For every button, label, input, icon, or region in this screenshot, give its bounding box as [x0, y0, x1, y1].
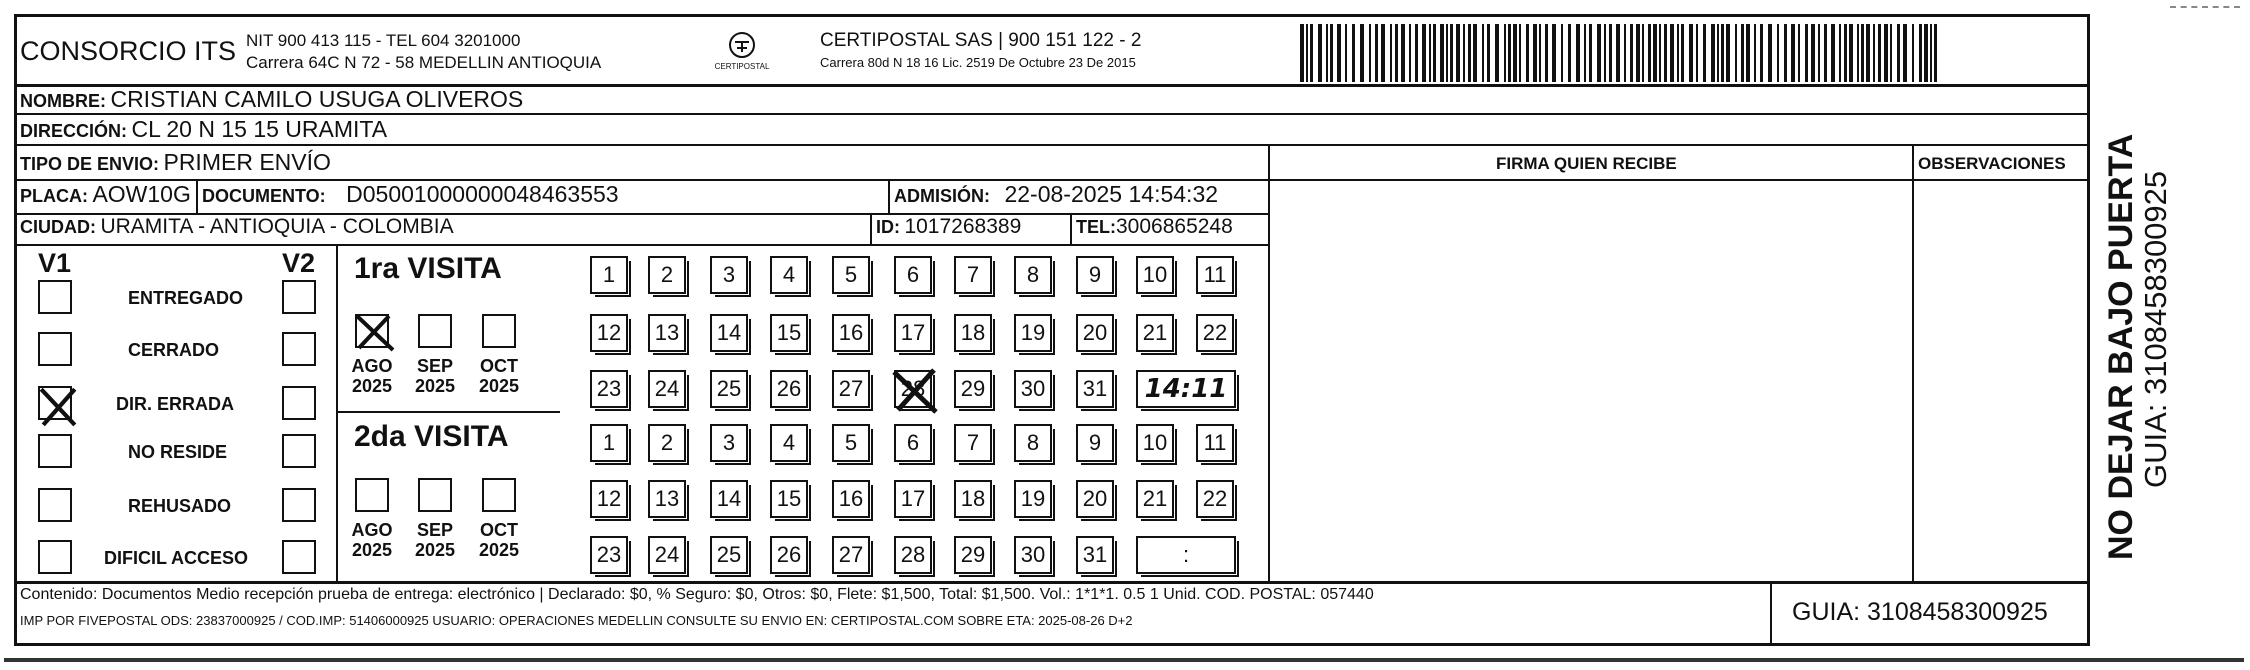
company-address: Carrera 64C N 72 - 58 MEDELLIN ANTIOQUIA	[246, 53, 602, 72]
v2-checkbox[interactable]	[282, 434, 316, 468]
day-box[interactable]: 9	[1076, 256, 1114, 294]
barcode-bar	[1568, 24, 1571, 82]
day-box[interactable]: 28	[894, 370, 932, 408]
day-box[interactable]: 9	[1076, 424, 1114, 462]
month-label: OCT 2025	[478, 356, 520, 396]
day-box[interactable]: 31	[1076, 536, 1114, 574]
impresion-line: IMP POR FIVEPOSTAL ODS: 23837000925 / COD.IMP: 51406000925 USUARIO: OPERACIONES MEDELLIN CONSULTE SU ENVIO EN: CERTIPOSTAL.COM SOBRE ETA: 2025-08-26 D+2	[20, 613, 1133, 628]
barcode-bar	[1696, 24, 1698, 82]
month-checkbox[interactable]	[482, 314, 516, 348]
cell-divider	[870, 213, 872, 244]
month-label: OCT 2025	[478, 520, 520, 560]
day-box[interactable]: 5	[832, 424, 870, 462]
no-dejar-warning: NO DEJAR BAJO PUERTA	[2102, 133, 2140, 560]
barcode-bar	[1849, 24, 1853, 82]
barcode-bar	[1545, 24, 1548, 82]
ciudad-value: URAMITA - ANTIOQUIA - COLOMBIA	[100, 215, 454, 238]
carrier-address: Carrera 80d N 18 16 Lic. 2519 De Octubre 23 De 2015	[820, 55, 1136, 70]
observaciones-header: OBSERVACIONES	[1918, 154, 2066, 173]
day-box[interactable]: 20	[1076, 480, 1114, 518]
day-box[interactable]: 18	[954, 480, 992, 518]
day-box[interactable]: 31	[1076, 370, 1114, 408]
barcode-bar	[1597, 24, 1601, 82]
day-box[interactable]: 11	[1196, 256, 1234, 294]
day-box[interactable]: 21	[1136, 480, 1174, 518]
day-box[interactable]: 8	[1014, 424, 1052, 462]
day-box[interactable]: 15	[770, 480, 808, 518]
direccion-field: DIRECCIÓN: CL 20 N 15 15 URAMITA	[20, 116, 388, 142]
barcode-bar	[1533, 24, 1537, 82]
day-box[interactable]: 8	[1014, 256, 1052, 294]
barcode-bar	[1508, 24, 1511, 82]
v2-checkbox[interactable]	[282, 488, 316, 522]
placa-field: PLACA: AOW10G	[20, 181, 191, 207]
tipo-envio-field: TIPO DE ENVIO: PRIMER ENVÍO	[20, 149, 331, 175]
day-box[interactable]: 6	[894, 256, 932, 294]
day-box[interactable]: 2	[648, 256, 686, 294]
day-box[interactable]: 16	[832, 314, 870, 352]
barcode-bar	[1381, 24, 1385, 82]
documento-field: DOCUMENTO: D05001000000048463553	[202, 181, 619, 207]
barcode-bar	[1604, 24, 1606, 82]
barcode-bar	[1539, 24, 1541, 82]
barcode-bar	[1624, 24, 1626, 82]
barcode-bar	[1360, 24, 1364, 82]
bottom-edge	[4, 658, 2244, 662]
barcode-bar	[1468, 24, 1471, 82]
barcode-bar	[1653, 24, 1657, 82]
month-checkbox[interactable]	[482, 478, 516, 512]
barcode-bar	[1711, 24, 1715, 82]
v1-header: V1	[38, 248, 72, 278]
tipo-envio-value: PRIMER ENVÍO	[163, 149, 331, 175]
barcode-bar	[1318, 24, 1322, 82]
barcode-bar	[1504, 24, 1506, 82]
nombre-value: CRISTIAN CAMILO USUGA OLIVEROS	[110, 86, 524, 112]
day-box[interactable]: 16	[832, 480, 870, 518]
day-box[interactable]: 5	[832, 256, 870, 294]
day-box[interactable]: 29	[954, 370, 992, 408]
v2-checkbox[interactable]	[282, 540, 316, 574]
day-box[interactable]: 3	[710, 424, 748, 462]
id-field: ID: 1017268389	[876, 215, 1022, 238]
day-box[interactable]: 29	[954, 536, 992, 574]
barcode-bar	[1934, 24, 1937, 82]
status-label: NO RESIDE	[128, 442, 228, 462]
status-label: CERRADO	[128, 340, 220, 360]
id-value: 1017268389	[904, 215, 1022, 238]
barcode-bar	[1495, 24, 1499, 82]
barcode-bar	[1369, 24, 1371, 82]
day-box[interactable]: 11	[1196, 424, 1234, 462]
barcode-bar	[1450, 24, 1453, 82]
barcode-bar	[1473, 24, 1477, 82]
v1-checkbox[interactable]	[38, 540, 72, 574]
barcode-bar	[1791, 24, 1795, 82]
barcode-bar	[1873, 24, 1875, 82]
guia-divider	[1770, 581, 1772, 646]
barcode-bar	[1805, 24, 1808, 82]
barcode-bar	[1609, 24, 1612, 82]
barcode-bar	[1310, 24, 1313, 82]
day-box[interactable]: 28	[894, 536, 932, 574]
barcode-bar	[1726, 24, 1730, 82]
day-box[interactable]: 13	[648, 480, 686, 518]
ciudad-field: CIUDAD: URAMITA - ANTIOQUIA - COLOMBIA	[20, 215, 454, 238]
barcode-bar	[1422, 24, 1426, 82]
month-label: SEP 2025	[414, 356, 456, 396]
barcode-bar	[1919, 24, 1922, 82]
barcode-bar	[1306, 24, 1308, 82]
day-box[interactable]: 18	[954, 314, 992, 352]
barcode-bar	[1721, 24, 1724, 82]
day-box[interactable]: 3	[710, 256, 748, 294]
v1-checkbox[interactable]	[38, 280, 72, 314]
company-name: CONSORCIO ITS	[20, 36, 237, 66]
status-label: DIFICIL ACCESO	[104, 548, 249, 568]
barcode-bar	[1395, 24, 1398, 82]
barcode-bar	[1754, 24, 1756, 82]
barcode-bar	[1811, 24, 1815, 82]
barcode-bar	[1903, 24, 1907, 82]
barcode-bar	[1768, 24, 1772, 82]
status-label: REHUSADO	[128, 496, 232, 516]
time-box[interactable]: :	[1136, 536, 1236, 574]
barcode-bar	[1576, 24, 1580, 82]
barcode-bar	[1798, 24, 1800, 82]
month-label: AGO 2025	[351, 356, 393, 396]
barcode-bar	[1616, 24, 1620, 82]
barcode-bar	[1831, 24, 1835, 82]
day-box[interactable]: 17	[894, 480, 932, 518]
day-box[interactable]: 6	[894, 424, 932, 462]
visit-divider	[336, 411, 560, 413]
month-label: SEP 2025	[414, 520, 456, 560]
tel-field: TEL:3006865248	[1076, 215, 1233, 238]
row-divider	[1268, 179, 2090, 181]
day-box[interactable]: 26	[770, 370, 808, 408]
barcode-bar	[1818, 24, 1820, 82]
day-box[interactable]: 17	[894, 314, 932, 352]
barcode-bar	[1446, 24, 1448, 82]
barcode-bar	[1526, 24, 1529, 82]
day-box[interactable]: 23	[590, 536, 628, 574]
barcode-bar	[1659, 24, 1661, 82]
cell-divider	[888, 179, 890, 213]
cell-divider	[1070, 213, 1072, 244]
day-box[interactable]: 2	[648, 424, 686, 462]
barcode-bar	[1519, 24, 1521, 82]
cell-divider	[196, 179, 198, 213]
barcode-bar	[1924, 24, 1928, 82]
v2-checkbox[interactable]	[282, 386, 316, 420]
barcode-bar	[1326, 24, 1328, 82]
barcode-bar	[1884, 24, 1888, 82]
barcode-bar	[1487, 24, 1490, 82]
barcode-bar	[1429, 24, 1431, 82]
barcode-bar	[1670, 24, 1674, 82]
day-box[interactable]: 30	[1014, 536, 1052, 574]
guia-number: GUIA: 3108458300925	[1792, 598, 2048, 626]
day-box[interactable]: 12	[590, 314, 628, 352]
barcode-bar	[1561, 24, 1563, 82]
day-box[interactable]: 27	[832, 370, 870, 408]
side-guia: GUIA: 3108458300925	[2138, 170, 2173, 488]
column-divider	[1268, 144, 1270, 581]
day-box[interactable]: 10	[1136, 256, 1174, 294]
tel-value: 3006865248	[1116, 215, 1233, 238]
time-box[interactable]: 14:11	[1136, 370, 1236, 408]
barcode-bar	[1866, 24, 1870, 82]
day-box[interactable]: 25	[710, 536, 748, 574]
placa-value: AOW10G	[92, 181, 191, 207]
month-checkbox[interactable]	[418, 314, 452, 348]
day-box[interactable]: 7	[954, 424, 992, 462]
day-box[interactable]: 14	[710, 314, 748, 352]
barcode-bar	[1433, 24, 1436, 82]
month-checkbox[interactable]	[355, 478, 389, 512]
footer-divider	[14, 581, 2090, 584]
barcode-bar	[1648, 24, 1651, 82]
day-box[interactable]: 26	[770, 536, 808, 574]
certipostal-logo: CERTIPOSTAL	[712, 28, 772, 74]
nombre-field: NOMBRE: CRISTIAN CAMILO USUGA OLIVEROS	[20, 86, 524, 112]
v1-checkbox[interactable]	[38, 488, 72, 522]
visit2-title: 2da VISITA	[354, 420, 509, 453]
barcode-bar	[1513, 24, 1517, 82]
day-box[interactable]: 19	[1014, 314, 1052, 352]
barcode-bar	[1482, 24, 1484, 82]
barcode-bar	[1589, 24, 1592, 82]
company-nit: NIT 900 413 115 - TEL 604 3201000	[246, 31, 521, 50]
documento-value: D05001000000048463553	[346, 181, 619, 207]
barcode-bar	[1630, 24, 1633, 82]
day-box[interactable]: 23	[590, 370, 628, 408]
day-box[interactable]: 12	[590, 480, 628, 518]
barcode-bar	[1890, 24, 1892, 82]
barcode-bar	[1746, 24, 1750, 82]
month-checkbox[interactable]	[355, 314, 389, 348]
barcode	[1300, 24, 1940, 82]
barcode-bar	[1390, 24, 1392, 82]
month-checkbox[interactable]	[418, 478, 452, 512]
day-box[interactable]: 1	[590, 424, 628, 462]
status-label: ENTREGADO	[128, 288, 244, 308]
day-box[interactable]: 15	[770, 314, 808, 352]
v1-checkbox[interactable]	[38, 434, 72, 468]
barcode-bar	[1664, 24, 1667, 82]
carrier-name: CERTIPOSTAL SAS | 900 151 122 - 2	[820, 30, 1142, 51]
day-box[interactable]: 22	[1196, 480, 1234, 518]
day-box[interactable]: 22	[1196, 314, 1234, 352]
admision-field: ADMISIÓN: 22-08-2025 14:54:32	[894, 181, 1219, 207]
v2-checkbox[interactable]	[282, 332, 316, 366]
barcode-bar	[1824, 24, 1827, 82]
visit1-title: 1ra VISITA	[354, 252, 502, 285]
barcode-bar	[1330, 24, 1333, 82]
admision-value: 22-08-2025 14:54:32	[1004, 181, 1219, 207]
barcode-bar	[1409, 24, 1411, 82]
day-box[interactable]: 7	[954, 256, 992, 294]
barcode-bar	[1681, 24, 1684, 82]
barcode-bar	[1689, 24, 1693, 82]
barcode-bar	[1352, 24, 1355, 82]
barcode-bar	[1375, 24, 1378, 82]
barcode-bar	[1552, 24, 1556, 82]
barcode-bar	[1345, 24, 1347, 82]
barcode-bar	[1777, 24, 1779, 82]
v1-checkbox[interactable]	[38, 332, 72, 366]
day-box[interactable]: 20	[1076, 314, 1114, 352]
row-divider	[14, 244, 1268, 246]
firma-header: FIRMA QUIEN RECIBE	[1496, 154, 1677, 173]
column-divider	[1912, 144, 1914, 581]
day-box[interactable]: 1	[590, 256, 628, 294]
direccion-value: CL 20 N 15 15 URAMITA	[131, 116, 388, 142]
day-box[interactable]: 19	[1014, 480, 1052, 518]
barcode-bar	[1415, 24, 1418, 82]
status-label: DIR. ERRADA	[116, 394, 235, 414]
barcode-bar	[1897, 24, 1900, 82]
barcode-bar	[1636, 24, 1640, 82]
contenido-line: Contenido: Documentos Medio recepción prueba de entrega: electrónico | Declarado: $0, % Seguro: $0, Otros: $0, Flete: $1,500, Total: $1,500. Vol.: 1*1*1. 0.5 1 Unid. COD. POSTAL: 057440	[20, 586, 1374, 603]
v2-header: V2	[282, 248, 316, 278]
barcode-bar	[1584, 24, 1586, 82]
barcode-bar	[1703, 24, 1706, 82]
barcode-bar	[1300, 24, 1304, 82]
barcode-bar	[1401, 24, 1405, 82]
barcode-bar	[1844, 24, 1847, 82]
barcode-bar	[1912, 24, 1914, 82]
month-label: AGO 2025	[351, 520, 393, 560]
barcode-bar	[1741, 24, 1744, 82]
barcode-bar	[1456, 24, 1460, 82]
barcode-bar	[1440, 24, 1444, 82]
day-box[interactable]: 30	[1014, 370, 1052, 408]
day-box[interactable]: 14	[710, 480, 748, 518]
day-box[interactable]: 27	[832, 536, 870, 574]
cut-line	[2170, 6, 2240, 8]
barcode-bar	[1677, 24, 1679, 82]
day-box[interactable]: 13	[648, 314, 686, 352]
barcode-bar	[1717, 24, 1719, 82]
day-box[interactable]: 24	[648, 370, 686, 408]
row-divider	[14, 144, 2090, 146]
row-divider	[14, 113, 2090, 115]
v2-checkbox[interactable]	[282, 280, 316, 314]
day-box[interactable]: 4	[770, 424, 808, 462]
day-box[interactable]: 21	[1136, 314, 1174, 352]
day-box[interactable]: 25	[710, 370, 748, 408]
barcode-bar	[1857, 24, 1859, 82]
barcode-bar	[1337, 24, 1341, 82]
barcode-bar	[1878, 24, 1881, 82]
barcode-bar	[1861, 24, 1864, 82]
v1-checkbox[interactable]	[38, 386, 72, 420]
barcode-bar	[1760, 24, 1763, 82]
barcode-bar	[1642, 24, 1644, 82]
barcode-bar	[1463, 24, 1465, 82]
barcode-bar	[1784, 24, 1787, 82]
barcode-bar	[1930, 24, 1932, 82]
day-box[interactable]: 24	[648, 536, 686, 574]
barcode-bar	[1839, 24, 1841, 82]
barcode-bar	[1735, 24, 1737, 82]
day-box[interactable]: 4	[770, 256, 808, 294]
day-box[interactable]: 10	[1136, 424, 1174, 462]
